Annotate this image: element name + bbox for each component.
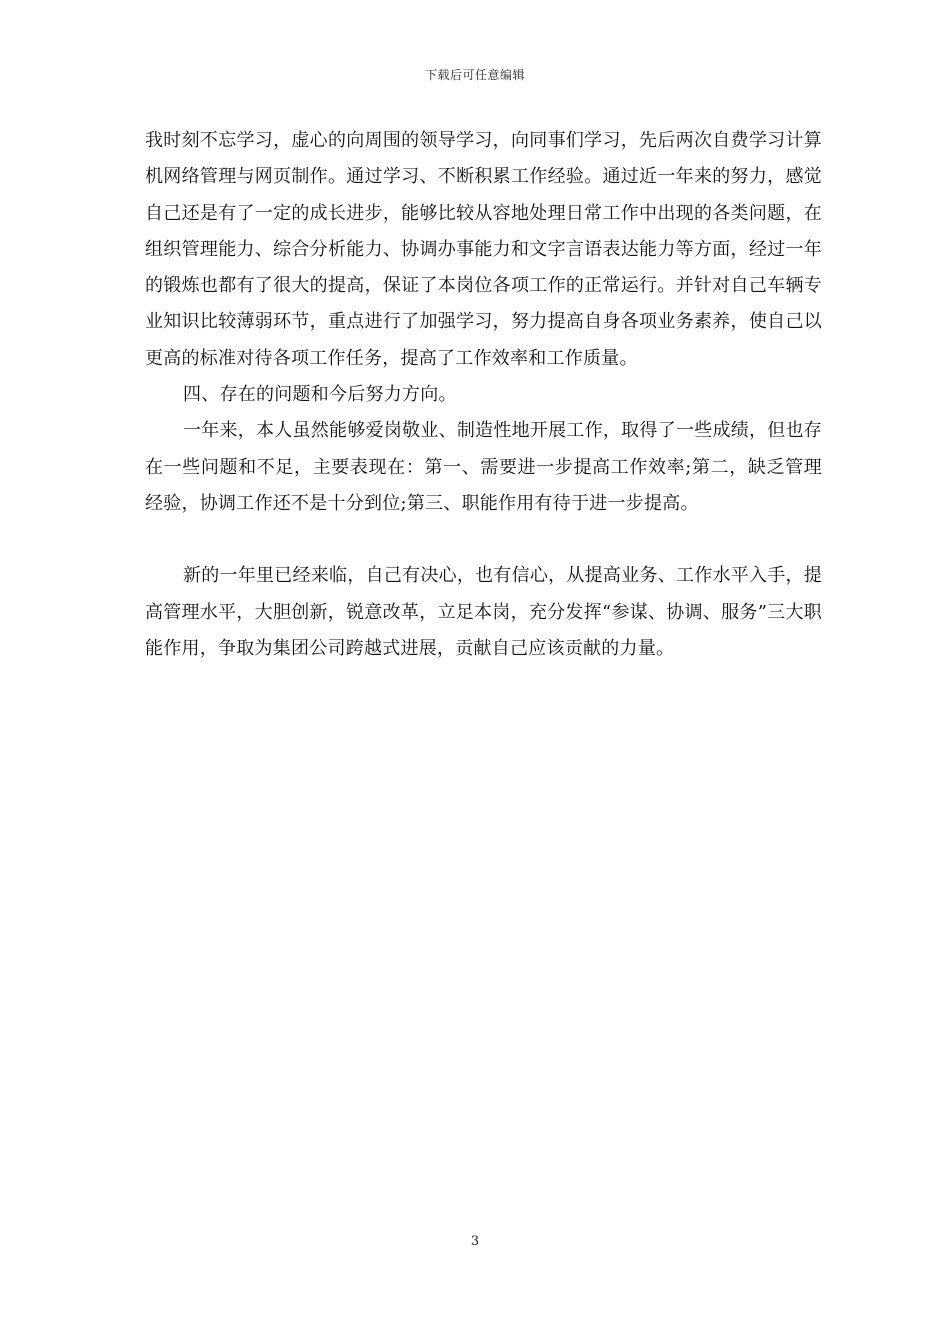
section-heading-problems: 四、存在的问题和今后努力方向。 xyxy=(183,384,457,406)
paragraph-shortcomings: 一年来，本人虽然能够爱岗敬业、制造性地开展工作，取得了一些成绩，但也存在一些问题和不足，主要表现在：第一、需要进一步提高工作效率;第二，缺乏管理经验，协调工作还不是十分到位;第三、职能作用有待于进一步提高。 xyxy=(145,420,822,514)
paragraph-study: 我时刻不忘学习，虚心的向周围的领导学习，向同事们学习，先后两次自费学习计算机网络管理与网页制作。通过学习、不断积累工作经验。通过近一年来的努力，感觉自己还是有了一定的成长进步，能够比较从容地处理日常工作中出现的各类问题，在组织管理能力、综合分析能力、协调办事能力和文字言语表达能力等方面，经过一年的锻炼也都有了很大的提高，保证了本岗位各项工作的正常运行。并针对自己车辆专业知识比较薄弱环节，重点进行了加强学习，努力提高自身各项业务素养，使自己以更高的标准对待各项工作任务，提高了工作效率和工作质量。 xyxy=(145,130,822,369)
page-header: 下载后可任意编辑 xyxy=(424,68,525,82)
page-number: 3 xyxy=(470,1234,480,1249)
paragraph-new-year: 新的一年里已经来临，自己有决心，也有信心，从提高业务、工作水平入手，提高管理水平，大胆创新，锐意改革，立足本岗，充分发挥“参谋、协调、服务”三大职能作用，争取为集团公司跨越式进展，贡献自己应该贡献的力量。 xyxy=(145,565,822,659)
document-body xyxy=(145,123,822,667)
